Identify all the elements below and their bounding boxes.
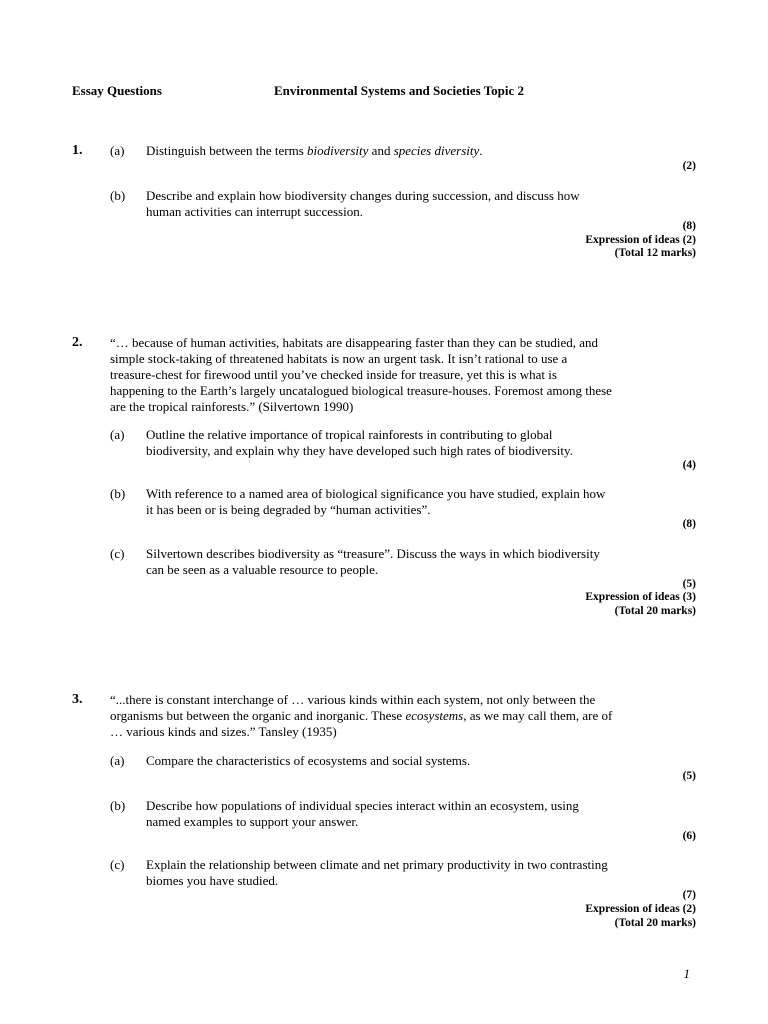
part-text-segment: and [368,143,394,158]
marks: (5) [682,770,696,782]
text-line: “… because of human activities, habitats are disappearing faster than they can be studied, and [110,335,599,350]
marks: (6) [682,830,696,842]
part-label: (b) [110,486,126,501]
header-left-title: Essay Questions [72,83,162,98]
part-label: (c) [110,857,125,872]
part-label: (b) [110,798,126,813]
total-marks: (Total 12 marks) [614,247,696,259]
text-segment: , as we may call them, are of [463,708,613,723]
text-line: Compare the characteristics of ecosystems and social systems. [146,753,471,768]
text-line: With reference to a named area of biological significance you have studied, explain how [146,486,606,501]
part-text-segment: Distinguish between the terms [146,143,308,158]
text-line: named examples to support your answer. [146,814,359,829]
text-line [110,708,670,724]
text-line: happening to the Earth’s largely uncatalogued biological treasure-houses. Foremost among these [110,383,612,398]
part-label: (c) [110,546,125,561]
text-line: Describe how populations of individual species interact within an ecosystem, using [146,798,579,813]
marks: (7) [682,889,696,901]
text-line: Describe and explain how biodiversity changes during succession, and discuss how [146,188,580,203]
total-marks: (Total 20 marks) [614,917,696,929]
marks: (5) [682,578,696,590]
italic-term: ecosystems [405,708,464,723]
part-text [146,798,666,830]
marks: (8) [682,518,696,530]
italic-term: biodiversity [307,143,369,158]
expression-of-ideas: Expression of ideas (2) [585,903,696,915]
part-label: (a) [110,143,125,158]
part-text [146,753,666,769]
part-text-segment: . [479,143,483,158]
part-text [146,546,666,578]
part-text [146,857,666,889]
expression-of-ideas: Expression of ideas (2) [585,234,696,246]
text-line: simple stock-taking of threatened habitats is now an urgent task. It isn’t rational to use a [110,351,568,366]
question-stem [110,692,670,740]
total-marks: (Total 20 marks) [614,605,696,617]
text-line: treasure-chest for firewood until you’ve checked inside for treasure, yet this is what is [110,367,557,382]
question-number: 2. [72,335,83,350]
italic-term: species diversity [393,143,480,158]
question-number: 1. [72,143,83,158]
text-segment: organisms but between the organic and inorganic. These [110,708,406,723]
part-text [146,143,666,159]
marks: (2) [682,160,696,172]
question-stem [110,335,670,415]
header-topic-title: Environmental Systems and Societies Topic 2 [274,83,525,98]
text-line: human activities can interrupt succession. [146,204,363,219]
text-line: biomes you have studied. [146,873,279,888]
marks: (4) [682,459,696,471]
part-text [146,486,666,518]
text-line: are the tropical rainforests.” (Silvertown 1990) [110,399,354,414]
text-line: … various kinds and sizes.” Tansley (1935) [110,724,337,739]
expression-of-ideas: Expression of ideas (3) [585,591,696,603]
part-label: (b) [110,188,126,203]
part-text [146,188,666,220]
text-line: biodiversity, and explain why they have developed such high rates of biodiversity. [146,443,573,458]
text-line: “...there is constant interchange of … various kinds within each system, not only between the [110,692,596,707]
text-line: Outline the relative importance of tropical rainforests in contributing to global [146,427,553,442]
question-number: 3. [72,692,83,707]
marks: (8) [682,220,696,232]
text-line: Explain the relationship between climate and net primary productivity in two contrasting [146,857,608,872]
text-line: can be seen as a valuable resource to people. [146,562,379,577]
part-label: (a) [110,753,125,768]
part-label: (a) [110,427,125,442]
part-text [146,427,666,459]
page-number: 1 [683,966,690,981]
text-line: Silvertown describes biodiversity as “treasure”. Discuss the ways in which biodiversity [146,546,600,561]
text-line: it has been or is being degraded by “human activities”. [146,502,431,517]
